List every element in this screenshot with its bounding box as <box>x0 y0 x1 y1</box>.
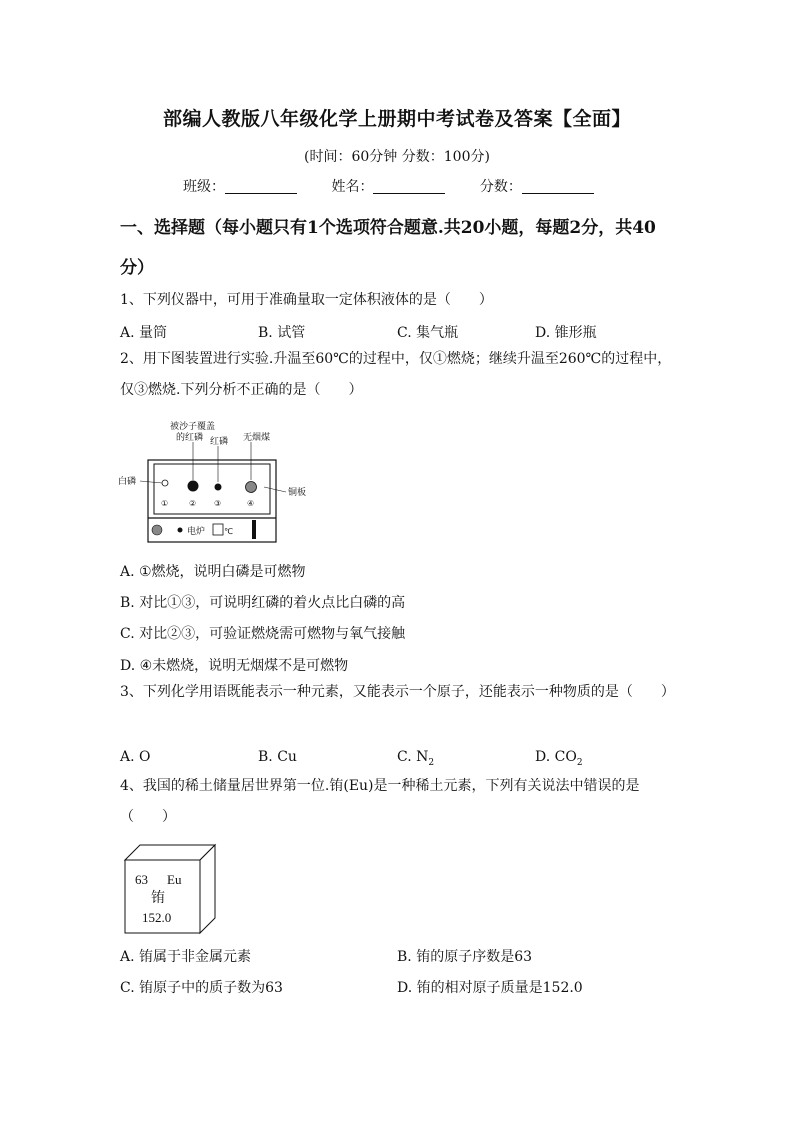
q4-option-b: B. 铕的原子序数是63 <box>397 949 533 965</box>
class-label: 班级： <box>183 179 225 195</box>
exam-info: (时间：60分钟 分数：100分) <box>304 149 490 165</box>
q2-option-a: A. ①燃烧，说明白磷是可燃物 <box>120 564 306 580</box>
label-red-phosphorus: 红磷 <box>210 436 229 446</box>
label-copper-plate: 铜板 <box>288 487 307 497</box>
stove-label: 电炉 <box>187 526 206 536</box>
name-blank[interactable] <box>373 179 445 194</box>
q2-option-c: C. 对比②③，可验证燃烧需可燃物与氧气接触 <box>120 626 406 642</box>
q3-option-d: D. $CO_2$ <box>535 749 583 768</box>
q4-option-d: D. 铕的相对原子质量是152.0 <box>397 980 583 996</box>
q2-option-b: B. 对比①③，可说明红磷的着火点比白磷的高 <box>120 595 406 611</box>
combustion-apparatus-diagram <box>118 420 348 548</box>
marker-1: ① <box>161 499 169 508</box>
power-knob-icon <box>152 525 162 535</box>
q4-stem: 4、我国的稀土储量居世界第一位.铕(Eu)是一种稀土元素，下列有关说法中错误的是（ ） <box>120 778 640 825</box>
marker-3: ③ <box>214 499 222 508</box>
label-coal: 无烟煤 <box>243 432 271 442</box>
q3-option-a: A. O <box>120 749 151 765</box>
q4-option-c: C. 铕原子中的质子数为63 <box>120 980 283 996</box>
atomic-number: 63 <box>135 872 148 887</box>
q1-option-b: B. 试管 <box>258 325 306 341</box>
q3-option-c: C. $N_2$ <box>397 749 435 768</box>
label-covered-line1: 被沙子覆盖 <box>170 421 216 431</box>
q4-option-a: A. 铕属于非金属元素 <box>120 949 252 965</box>
temp-display <box>213 524 223 535</box>
score-label: 分数： <box>479 179 522 195</box>
coal-sample <box>246 482 257 493</box>
switch-bar <box>252 520 256 539</box>
marker-2: ② <box>189 499 197 508</box>
q1-option-d: D. 锥形瓶 <box>535 325 597 341</box>
q2-option-d: D. ④未燃烧，说明无烟煤不是可燃物 <box>120 658 349 674</box>
score-blank[interactable] <box>522 179 594 194</box>
element-name: 铕 <box>151 891 165 906</box>
covered-red-phosphorus-sample <box>188 481 199 492</box>
name-label: 姓名： <box>331 179 374 195</box>
section-heading: 一、选择题（每小题只有1个选项符合题意.共20小题，每题2分，共40分） <box>120 218 656 278</box>
label-white-phosphorus: 白磷 <box>118 476 137 486</box>
class-blank[interactable] <box>225 179 297 194</box>
student-fields <box>183 176 624 196</box>
q3-stem: 3、下列化学用语既能表示一种元素，又能表示一个原子，还能表示一种物质的是（ ） <box>120 684 675 700</box>
indicator-light-icon <box>178 528 183 533</box>
q1-option-a: A. 量筒 <box>120 325 168 341</box>
page-title: 部编人教版八年级化学上册期中考试卷及答案【全面】 <box>162 108 631 130</box>
q3-option-b: B. Cu <box>258 749 297 765</box>
white-phosphorus-sample <box>162 480 168 486</box>
q2-stem: 2、用下图装置进行实验.升温至60℃的过程中，仅①燃烧；继续升温至260℃的过程中，仅③燃烧.下列分析不正确的是（ ） <box>120 351 672 398</box>
atomic-mass: 152.0 <box>142 910 172 925</box>
red-phosphorus-sample <box>215 484 222 491</box>
marker-4: ④ <box>247 499 255 508</box>
q1-option-c: C. 集气瓶 <box>397 325 459 341</box>
label-covered-line2: 的红磷 <box>176 432 204 442</box>
temp-unit: ℃ <box>224 527 233 536</box>
element-cell-europium <box>120 840 220 935</box>
element-symbol: Eu <box>167 872 182 887</box>
q1-stem: 1、下列仪器中，可用于准确量取一定体积液体的是（ ） <box>120 292 493 308</box>
